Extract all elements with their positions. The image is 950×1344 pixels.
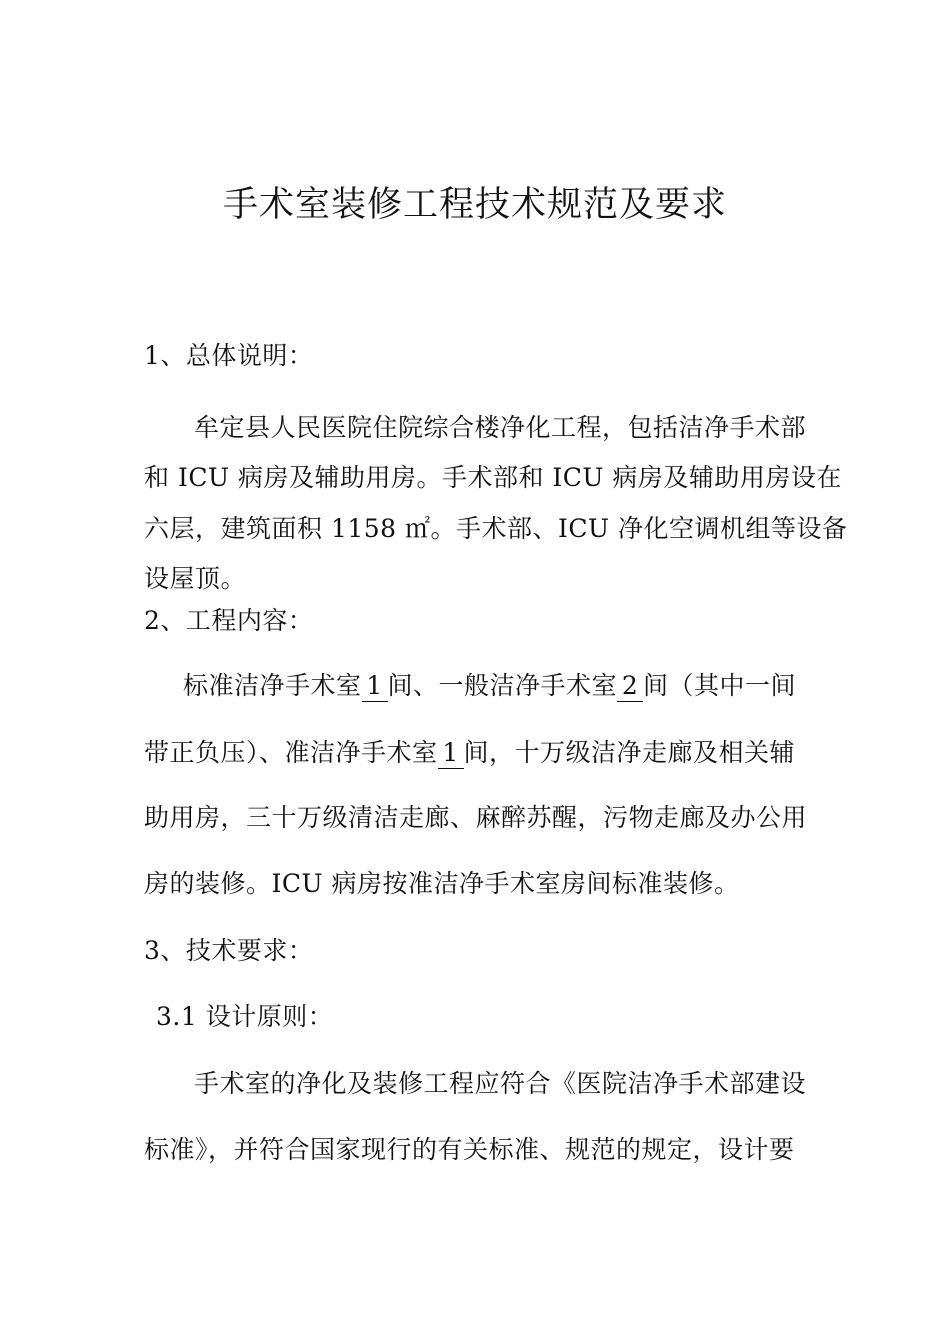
section-3-1-heading: 3.1 设计原则： (156, 1002, 334, 1031)
text-segment: 间，十万级洁净走廊及相关辅 (463, 738, 796, 767)
section-1-paragraph-line: 牟定县人民医院住院综合楼净化工程，包括洁净手术部 (194, 413, 807, 442)
room-count-blank: 1 (362, 671, 388, 702)
section-2-paragraph-line (144, 736, 814, 770)
section-2-paragraph-line (183, 669, 853, 703)
section-2-paragraph-line: 房的装修。ICU 病房按准洁净手术室房间标准装修。 (144, 869, 740, 898)
text-segment: 标准洁净手术室 (183, 671, 362, 700)
section-3-paragraph-line: 标准》，并符合国家现行的有关标准、规范的规定，设计要 (144, 1135, 795, 1164)
section-2-paragraph-line: 助用房，三十万级清洁走廊、麻醉苏醒，污物走廊及办公用 (144, 803, 808, 832)
text-segment: 带正负压）、准洁净手术室 (144, 738, 438, 767)
text-segment: 间、一般洁净手术室 (387, 671, 618, 700)
section-3-paragraph-line: 手术室的净化及装修工程应符合《医院洁净手术部建设 (194, 1069, 807, 1098)
section-1-paragraph-line: 和 ICU 病房及辅助用房。手术部和 ICU 病房及辅助用房设在 (144, 463, 842, 492)
section-3-heading: 3、技术要求： (144, 936, 314, 965)
section-2-heading: 2、工程内容： (144, 606, 314, 635)
section-1-heading: 1、总体说明： (144, 341, 314, 370)
room-count-blank: 2 (617, 671, 643, 702)
room-count-blank: 1 (438, 738, 464, 769)
section-1-paragraph-line: 六层，建筑面积 1158 ㎡。手术部、ICU 净化空调机组等设备 (144, 514, 848, 543)
section-1-paragraph-line: 设屋顶。 (144, 564, 247, 593)
document-title: 手术室装修工程技术规范及要求 (222, 185, 727, 225)
text-segment: 间（其中一间 (643, 671, 797, 700)
